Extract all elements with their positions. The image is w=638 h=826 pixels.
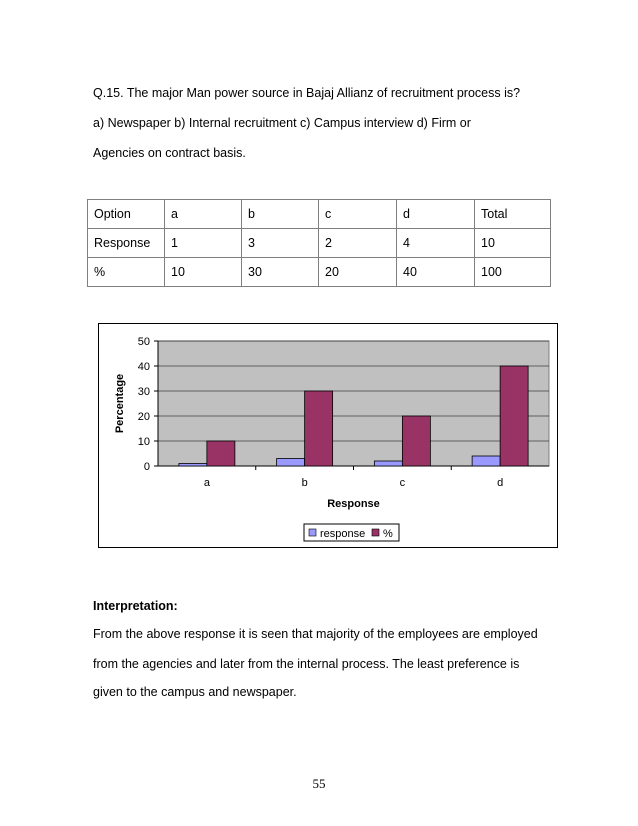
y-axis-title: Percentage [114,373,126,434]
table-cell: Total [475,200,551,229]
table-cell: 4 [397,229,475,258]
table-cell: 100 [475,258,551,287]
y-tick-label: 0 [143,461,150,473]
x-axis-title: Response [327,498,380,510]
table-cell: Option [88,200,165,229]
response-table [87,199,551,287]
legend-swatch [309,529,316,536]
interpretation-text-line: given to the campus and newspaper. [93,685,297,699]
bar-chart [98,323,558,548]
legend-swatch [372,529,379,536]
table-cell: a [165,200,242,229]
question-options: a) Newspaper b) Internal recruitment c) Campus interview d) Firm or [93,116,471,130]
question-text: Q.15. The major Man power source in Bajaj Allianz of recruitment process is? [93,86,521,100]
table-cell: 40 [397,258,475,287]
interpretation-text-line: From the above response it is seen that majority of the employees are employed [93,627,538,641]
table-cell: 2 [319,229,397,258]
interpretation-heading: Interpretation: [93,599,178,613]
x-tick-label: c [399,477,406,489]
x-tick-label: d [497,477,504,489]
table-cell: 10 [165,258,242,287]
bar-percent-c [402,416,430,466]
table-cell: 1 [165,229,242,258]
interpretation-text-line: from the agencies and later from the internal process. The least preference is [93,657,520,671]
bar-response-d [472,456,500,466]
bar-response-c [374,461,402,466]
page-number: 55 [312,776,326,791]
table-row [88,258,551,287]
table-cell: 20 [319,258,397,287]
table-cell: 30 [242,258,319,287]
chart-svg [99,324,559,549]
legend-label: response [320,528,366,540]
table-cell: 3 [242,229,319,258]
x-tick-label: b [301,477,308,489]
y-tick-label: 10 [137,436,150,448]
bar-response-b [277,459,305,467]
table-cell: % [88,258,165,287]
legend-label: % [383,528,393,540]
table-cell: d [397,200,475,229]
y-tick-label: 50 [137,336,150,348]
y-tick-label: 40 [137,361,150,373]
bar-percent-d [500,366,528,466]
table-cell: Response [88,229,165,258]
bar-response-a [179,464,207,467]
table-cell: c [319,200,397,229]
table-row [88,229,551,258]
bar-percent-b [305,391,333,466]
x-tick-label: a [203,477,210,489]
table-cell: b [242,200,319,229]
table-row [88,200,551,229]
table-cell: 10 [475,229,551,258]
bar-percent-a [207,441,235,466]
y-tick-label: 20 [137,411,150,423]
y-tick-label: 30 [137,386,150,398]
question-options-continued: Agencies on contract basis. [93,146,246,160]
